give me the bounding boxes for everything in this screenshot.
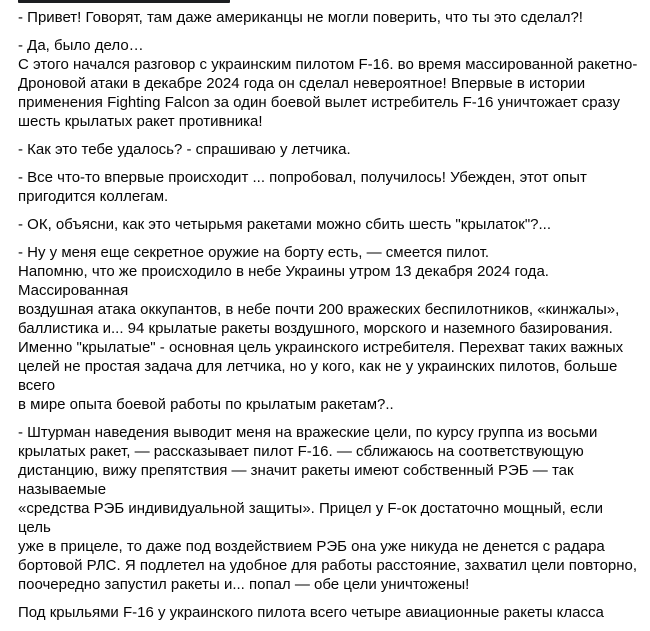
post-text-line: «средства РЭБ индивидуальной защиты». Прицел у F-ок достаточно мощный, если цель xyxy=(18,500,603,536)
post-paragraph xyxy=(18,423,638,594)
top-divider-bar xyxy=(18,0,230,3)
post-text-line: - Ну у меня еще секретное оружие на борту есть, — смеется пилот. xyxy=(18,244,490,261)
post-text-line: - Как это тебе удалось? - спрашиваю у летчика. xyxy=(18,141,351,158)
post-paragraph xyxy=(18,140,638,159)
post-paragraph xyxy=(18,8,638,27)
post-body xyxy=(18,8,638,631)
post-text-line: - Да, было дело… xyxy=(18,37,144,54)
post-paragraph xyxy=(18,36,638,131)
post-text-line: баллистика и... 94 крылатые ракеты воздушного, морского и наземного базирования. xyxy=(18,320,613,337)
post-text-line: - ОК, объясни, как это четырьмя ракетами можно сбить шесть "крылаток"?... xyxy=(18,216,551,233)
post-paragraph xyxy=(18,168,638,206)
post-paragraph xyxy=(18,215,638,234)
post-text-line: в мире опыта боевой работы по крылатым ракетам?.. xyxy=(18,396,394,413)
post-text-line: Под крыльями F-16 у украинского пилота всего четыре авиационные ракеты класса xyxy=(18,604,604,621)
post-text-line: Именно "крылатые" - основная цель украинского истребителя. Перехват таких важных xyxy=(18,339,624,356)
post-text-line: С этого начался разговор с украинским пилотом F-16. во время массированной ракетно- xyxy=(18,56,638,73)
post-text-line: целей не простая задача для летчика, но у кого, как не у украинских пилотов, больше всего xyxy=(18,358,618,394)
post-text-line: шесть крылатых ракет противника! xyxy=(18,113,263,130)
post-text-line: дистанцию, вижу препятствия — значит ракеты имеют собственный РЭБ — так называемые xyxy=(18,462,574,498)
post-text-line: Напомню, что же происходило в небе Украины утром 13 декабря 2024 года. Массированная xyxy=(18,263,549,299)
post-paragraph xyxy=(18,603,638,622)
post-text-line: - Штурман наведения выводит меня на вражеские цели, по курсу группа из восьми xyxy=(18,424,598,441)
post-text-line: бортовой РЛС. Я подлетел на удобное для работы расстояние, захватил цели повторно, xyxy=(18,557,638,574)
post-text-line: поочередно запустил ракеты и... попал — обе цели уничтожены! xyxy=(18,576,470,593)
post-text-line: крылатых ракет, — рассказывает пилот F-16. — сближаюсь на соответствующую xyxy=(18,443,584,460)
post-text-line: Дроновой атаки в декабре 2024 года он сделал невероятное! Впервые в истории xyxy=(18,75,586,92)
post-text-line: пригодится коллегам. xyxy=(18,188,169,205)
post-text-line: уже в прицеле, то даже под воздействием РЭБ она уже никуда не денется с радара xyxy=(18,538,605,555)
post-text-line: применения Fighting Falcon за один боевой вылет истребитель F-16 уничтожает сразу xyxy=(18,94,620,111)
post-text-line: - Все что-то впервые происходит ... попробовал, получилось! Убежден, этот опыт xyxy=(18,169,587,186)
post-paragraph xyxy=(18,243,638,414)
post-text-line: воздушная атака оккупантов, в небе почти 200 вражеских беспилотников, «кинжалы», xyxy=(18,301,620,318)
post-text-line: - Привет! Говорят, там даже американцы не могли поверить, что ты это сделал?! xyxy=(18,9,583,26)
